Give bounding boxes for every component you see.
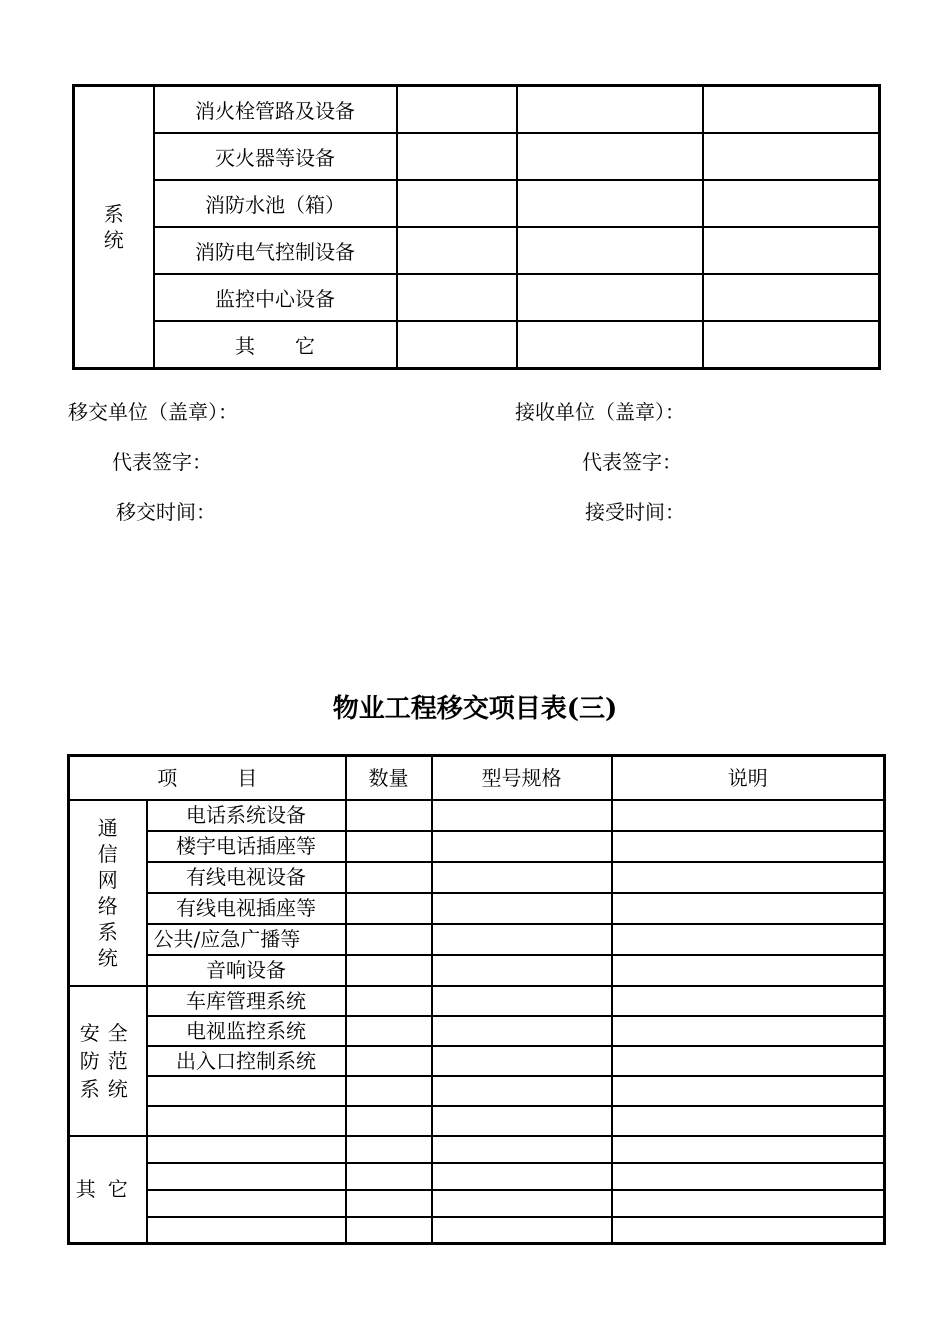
item-cell: 电视监控系统 bbox=[147, 1016, 346, 1046]
input-cell[interactable] bbox=[612, 1016, 885, 1046]
input-cell[interactable] bbox=[703, 321, 880, 369]
input-cell[interactable] bbox=[346, 1106, 432, 1136]
input-cell[interactable] bbox=[346, 1136, 432, 1163]
table-row bbox=[74, 227, 880, 274]
header-row bbox=[69, 756, 885, 800]
item-cell[interactable] bbox=[147, 1106, 346, 1136]
input-cell[interactable] bbox=[432, 986, 612, 1016]
input-cell[interactable] bbox=[612, 1076, 885, 1106]
table-row bbox=[74, 274, 880, 321]
input-cell[interactable] bbox=[612, 1217, 885, 1244]
item-cell: 灭火器等设备 bbox=[154, 133, 397, 180]
input-cell[interactable] bbox=[432, 1136, 612, 1163]
input-cell[interactable] bbox=[397, 86, 517, 134]
item-cell: 其 它 bbox=[154, 321, 397, 369]
input-cell[interactable] bbox=[397, 133, 517, 180]
input-cell[interactable] bbox=[612, 986, 885, 1016]
input-cell[interactable] bbox=[346, 924, 432, 955]
input-cell[interactable] bbox=[346, 800, 432, 831]
input-cell[interactable] bbox=[397, 274, 517, 321]
input-cell[interactable] bbox=[703, 86, 880, 134]
input-cell[interactable] bbox=[517, 274, 703, 321]
input-cell[interactable] bbox=[612, 924, 885, 955]
item-cell: 有线电视设备 bbox=[147, 862, 346, 893]
table-row bbox=[74, 180, 880, 227]
input-cell[interactable] bbox=[432, 1217, 612, 1244]
input-cell[interactable] bbox=[612, 893, 885, 924]
group-cell bbox=[69, 1136, 147, 1244]
input-cell[interactable] bbox=[346, 1217, 432, 1244]
item-cell: 监控中心设备 bbox=[154, 274, 397, 321]
input-cell[interactable] bbox=[432, 831, 612, 862]
group-label: 安全防范系统 bbox=[79, 1020, 136, 1101]
input-cell[interactable] bbox=[432, 1016, 612, 1046]
item-cell: 消防电气控制设备 bbox=[154, 227, 397, 274]
input-cell[interactable] bbox=[432, 862, 612, 893]
input-cell[interactable] bbox=[517, 227, 703, 274]
table-row bbox=[69, 986, 885, 1016]
input-cell[interactable] bbox=[346, 1046, 432, 1076]
group-cell bbox=[69, 986, 147, 1136]
table-row bbox=[69, 1016, 885, 1046]
input-cell[interactable] bbox=[517, 133, 703, 180]
item-cell: 消防水池（箱） bbox=[154, 180, 397, 227]
table-row bbox=[74, 133, 880, 180]
fire-system-table bbox=[72, 84, 881, 370]
input-cell[interactable] bbox=[432, 893, 612, 924]
input-cell[interactable] bbox=[432, 1106, 612, 1136]
input-cell[interactable] bbox=[703, 274, 880, 321]
input-cell[interactable] bbox=[612, 1046, 885, 1076]
input-cell[interactable] bbox=[432, 1190, 612, 1217]
table-row bbox=[69, 893, 885, 924]
input-cell[interactable] bbox=[432, 955, 612, 986]
input-cell[interactable] bbox=[346, 1016, 432, 1046]
input-cell[interactable] bbox=[346, 1076, 432, 1106]
input-cell[interactable] bbox=[346, 1190, 432, 1217]
input-cell[interactable] bbox=[432, 800, 612, 831]
table-row bbox=[69, 831, 885, 862]
input-cell[interactable] bbox=[346, 1163, 432, 1190]
input-cell[interactable] bbox=[612, 1190, 885, 1217]
table-row bbox=[69, 1163, 885, 1190]
group-cell bbox=[74, 86, 154, 369]
group-cell bbox=[69, 800, 147, 986]
group-label: 系统 bbox=[103, 202, 124, 252]
input-cell[interactable] bbox=[397, 227, 517, 274]
input-cell[interactable] bbox=[346, 862, 432, 893]
table-row bbox=[69, 1106, 885, 1136]
input-cell[interactable] bbox=[612, 1106, 885, 1136]
input-cell[interactable] bbox=[432, 924, 612, 955]
table-row bbox=[69, 1046, 885, 1076]
input-cell[interactable] bbox=[346, 831, 432, 862]
input-cell[interactable] bbox=[612, 955, 885, 986]
handover-time-label: 移交时间： bbox=[116, 500, 216, 524]
input-cell[interactable] bbox=[517, 86, 703, 134]
input-cell[interactable] bbox=[612, 831, 885, 862]
header-model: 型号规格 bbox=[432, 756, 612, 800]
item-cell[interactable] bbox=[147, 1190, 346, 1217]
input-cell[interactable] bbox=[703, 133, 880, 180]
handover-rep-label: 代表签字： bbox=[112, 450, 212, 474]
item-cell: 消火栓管路及设备 bbox=[154, 86, 397, 134]
table-row bbox=[74, 86, 880, 134]
input-cell[interactable] bbox=[517, 180, 703, 227]
item-cell: 车库管理系统 bbox=[147, 986, 346, 1016]
item-cell: 出入口控制系统 bbox=[147, 1046, 346, 1076]
input-cell[interactable] bbox=[346, 986, 432, 1016]
input-cell[interactable] bbox=[432, 1163, 612, 1190]
item-cell[interactable] bbox=[147, 1136, 346, 1163]
input-cell[interactable] bbox=[612, 862, 885, 893]
item-cell: 有线电视插座等 bbox=[147, 893, 346, 924]
receiver-time-label: 接受时间： bbox=[585, 500, 685, 524]
handover-unit-label: 移交单位（盖章）： bbox=[68, 400, 238, 424]
input-cell[interactable] bbox=[703, 227, 880, 274]
table-row bbox=[69, 1076, 885, 1106]
item-cell: 音响设备 bbox=[147, 955, 346, 986]
input-cell[interactable] bbox=[397, 180, 517, 227]
table-row bbox=[69, 1190, 885, 1217]
item-cell[interactable] bbox=[147, 1076, 346, 1106]
item-cell: 楼宇电话插座等 bbox=[147, 831, 346, 862]
input-cell[interactable] bbox=[432, 1046, 612, 1076]
header-qty: 数量 bbox=[346, 756, 432, 800]
table-row bbox=[69, 924, 885, 955]
item-cell[interactable] bbox=[147, 1217, 346, 1244]
input-cell[interactable] bbox=[397, 321, 517, 369]
table-row bbox=[69, 955, 885, 986]
table-row bbox=[69, 1136, 885, 1163]
table-row bbox=[69, 1217, 885, 1244]
input-cell[interactable] bbox=[346, 893, 432, 924]
group-label: 其它 bbox=[75, 1177, 140, 1202]
handover-items-table bbox=[67, 754, 886, 1245]
input-cell[interactable] bbox=[703, 180, 880, 227]
input-cell[interactable] bbox=[517, 321, 703, 369]
input-cell[interactable] bbox=[612, 1163, 885, 1190]
header-item: 项 目 bbox=[69, 756, 346, 800]
input-cell[interactable] bbox=[612, 1136, 885, 1163]
input-cell[interactable] bbox=[612, 800, 885, 831]
group-label: 通信网络系统 bbox=[97, 815, 118, 970]
header-note: 说明 bbox=[612, 756, 885, 800]
receiver-rep-label: 代表签字： bbox=[582, 450, 682, 474]
page-title: 物业工程移交项目表(三) bbox=[332, 694, 618, 724]
input-cell[interactable] bbox=[432, 1076, 612, 1106]
table-row bbox=[69, 862, 885, 893]
receiver-unit-label: 接收单位（盖章）： bbox=[515, 400, 685, 424]
table-row bbox=[74, 321, 880, 369]
item-cell: 公共/应急广播等 bbox=[147, 924, 346, 955]
table-row bbox=[69, 800, 885, 831]
item-cell: 电话系统设备 bbox=[147, 800, 346, 831]
input-cell[interactable] bbox=[346, 955, 432, 986]
item-cell[interactable] bbox=[147, 1163, 346, 1190]
